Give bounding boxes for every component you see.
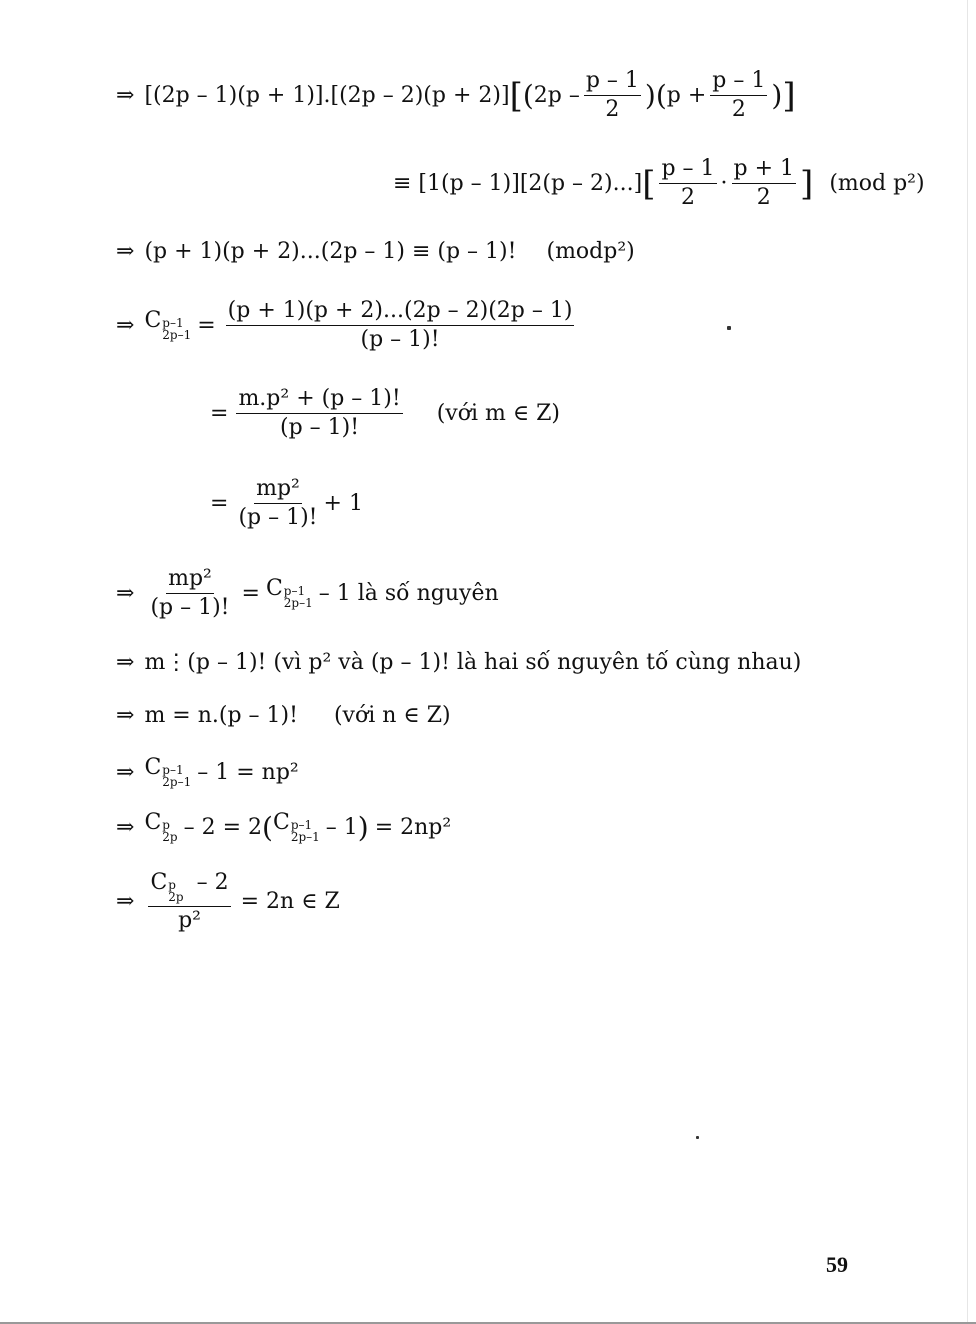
fraction-p-minus-1-over-2-b: $\frac{p - 1}{2}$	[712, 68, 766, 122]
term-a-lead: 2p –	[533, 82, 580, 108]
modulus: (mod p²)	[829, 170, 925, 196]
fraction-mp2-plus-factorial: $\frac{\text{m.p² + (p – 1)!}}{(p - 1)!}$	[238, 386, 401, 440]
fraction-p-plus-1: $\frac{p + 1}{2}$	[733, 156, 795, 210]
binomial-coefficient-2p-p: C p 2p	[144, 810, 178, 844]
product-left: [(2p – 1)(p + 1)].[(2p – 2)(p + 2)]	[144, 82, 510, 108]
equation-line-10: ⇒ C p–1 2p–1 – 1 = np²	[116, 755, 299, 789]
equation-line-9: ⇒ m = n.(p – 1)! (với n ∈ Z)	[116, 703, 451, 728]
fraction-mp2-over-factorial-b: $\frac{\text{mp²}}{(p - 1)!}$	[150, 566, 230, 620]
equation-line-7: ⇒ $\frac{\text{mp²}}{(p - 1)!}$ = C p–1 2p–1 – 1 là số nguyên	[116, 566, 499, 620]
page-number: 59	[826, 1252, 848, 1277]
equation-line-2: ≡ [1(p – 1)][2(p – 2)...] [ $\frac{p - 1}{2}$ · $\frac{p + 1}{2}$ ] (mod p²)	[393, 156, 925, 210]
equation-line-6: = $\frac{\text{mp²}}{(p - 1)!}$ + 1	[210, 476, 363, 530]
binomial-coefficient-c: C p–1 2p–1	[144, 755, 192, 789]
scan-edge-right	[967, 0, 968, 1324]
note-m-integer: (với m ∈ Z)	[436, 400, 560, 426]
implies-arrow: ⇒	[116, 82, 135, 108]
equation-line-4: ⇒ C p–1 2p–1 = $\frac{(p + 1)(p + 2)...(2p - 2)(2p - 1)}{(p - 1)!}$	[116, 298, 573, 352]
term-b-lead: p +	[666, 82, 707, 108]
equation-line-3: ⇒ (p + 1)(p + 2)...(2p – 1) ≡ (p – 1)! (modp²)	[116, 239, 635, 264]
speck-mark	[696, 1136, 699, 1139]
speck-mark	[727, 326, 731, 330]
binomial-coefficient-d: C p–1 2p–1	[272, 810, 320, 844]
fraction-p-minus-1-over-2: $\frac{p - 1}{2}$	[585, 68, 639, 122]
binomial-coefficient-b: C p–1 2p–1	[265, 576, 313, 610]
equation-line-5: = $\frac{\text{m.p² + (p – 1)!}}{(p - 1)!}$ (với m ∈ Z)	[210, 386, 560, 440]
binomial-coefficient: C p–1 2p–1	[144, 308, 192, 342]
fraction-product-over-factorial: $\frac{(p + 1)(p + 2)...(2p - 2)(2p - 1)}{(p - 1)!}$	[227, 298, 573, 352]
fraction-mp2-over-factorial: $\frac{\text{mp²}}{(p - 1)!}$	[238, 476, 318, 530]
equation-line-1: ⇒ [(2p – 1)(p + 1)].[(2p – 2)(p + 2)] [ ( 2p – $\frac{p - 1}{2}$ )( p + $\frac{p - 1}{2}$ ) ]	[116, 68, 796, 122]
fraction-final: C p 2p – 2 p²	[150, 870, 229, 933]
equation-line-8: ⇒ m⋮(p – 1)! (vì p² và (p – 1)! là hai số nguyên tố cùng nhau)	[116, 650, 802, 675]
congruence-lead: ≡ [1(p – 1)][2(p – 2)...]	[393, 170, 643, 196]
fraction-p-minus-1: $\frac{p - 1}{2}$	[661, 156, 715, 210]
equation-line-12: ⇒ C p 2p – 2 p² = 2n ∈ Z	[116, 870, 340, 933]
equation-line-11: ⇒ C p 2p – 2 = 2 ( C p–1 2p–1 – 1 ) = 2np²	[116, 810, 452, 844]
